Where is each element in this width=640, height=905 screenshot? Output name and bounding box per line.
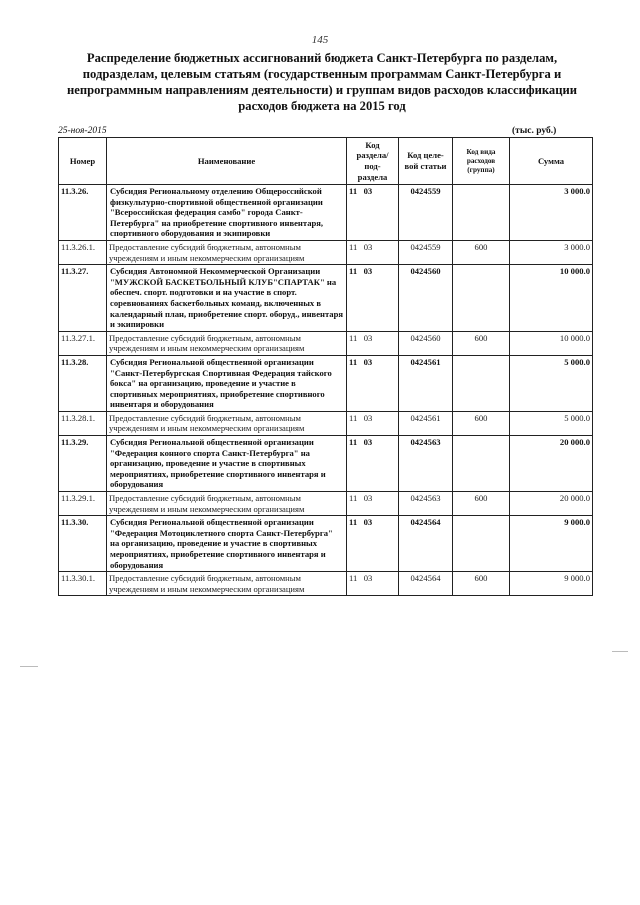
row-section-code: 11 03 bbox=[347, 492, 399, 516]
row-target-code: 0424564 bbox=[399, 516, 453, 572]
header-target: Код целе- вой статьи bbox=[399, 138, 453, 185]
row-sum: 3 000.0 bbox=[510, 185, 593, 241]
row-group-code: 600 bbox=[453, 240, 510, 264]
table-header-row bbox=[59, 138, 593, 185]
scan-mark bbox=[20, 666, 38, 667]
row-name: Предоставление субсидий бюджетным, автономным учреждениям и иным некоммерческим организациям bbox=[107, 331, 347, 355]
row-name: Предоставление субсидий бюджетным, автономным учреждениям и иным некоммерческим организациям bbox=[107, 411, 347, 435]
row-sum: 10 000.0 bbox=[510, 331, 593, 355]
row-group-code: 600 bbox=[453, 331, 510, 355]
row-sum: 9 000.0 bbox=[510, 516, 593, 572]
row-sum: 3 000.0 bbox=[510, 240, 593, 264]
row-group-code: 600 bbox=[453, 411, 510, 435]
row-sum: 9 000.0 bbox=[510, 572, 593, 596]
row-name: Предоставление субсидий бюджетным, автономным учреждениям и иным некоммерческим организациям bbox=[107, 572, 347, 596]
row-name: Предоставление субсидий бюджетным, автономным учреждениям и иным некоммерческим организациям bbox=[107, 240, 347, 264]
table-row bbox=[59, 436, 593, 492]
row-number: 11.3.27.1. bbox=[59, 331, 107, 355]
row-group-code bbox=[453, 436, 510, 492]
row-section-code: 11 03 bbox=[347, 436, 399, 492]
row-target-code: 0424559 bbox=[399, 185, 453, 241]
row-number: 11.3.27. bbox=[59, 265, 107, 332]
row-section-code: 11 03 bbox=[347, 355, 399, 411]
document-title: Распределение бюджетных ассигнований бюджета Санкт-Петербурга по разделам, подразделам, целевым статьям (государственным программам Санкт-Петербурга и непрограммным направлениям деятельности) и группам видов расходов классификации расходов бюджета на 2015 год bbox=[67, 51, 577, 113]
header-group: Код вида расходов (группа) bbox=[453, 138, 510, 185]
table-row bbox=[59, 516, 593, 572]
row-target-code: 0424563 bbox=[399, 436, 453, 492]
header-name: Наименование bbox=[107, 138, 347, 185]
row-sum: 20 000.0 bbox=[510, 436, 593, 492]
row-name: Субсидия Региональной общественной организации "Федерация конного спорта Санкт-Петербурга" на организацию, проведение и участие в спортивных мероприятиях, приобретение спортивного инвентаря и оборудования bbox=[107, 436, 347, 492]
row-group-code bbox=[453, 265, 510, 332]
row-name: Предоставление субсидий бюджетным, автономным учреждениям и иным некоммерческим организациям bbox=[107, 492, 347, 516]
row-section-code: 11 03 bbox=[347, 411, 399, 435]
table-row bbox=[59, 240, 593, 264]
header-section: Код раздела/ под- раздела bbox=[347, 138, 399, 185]
row-number: 11.3.29.1. bbox=[59, 492, 107, 516]
units-label: (тыс. руб.) bbox=[512, 126, 557, 136]
table-row bbox=[59, 355, 593, 411]
row-name: Субсидия Региональной общественной организации "Федерация Мотоциклетного спорта Санкт-Петербурга" на организацию, проведение и участие в спортивных мероприятиях, приобретение спортивного инвентаря и оборудования bbox=[107, 516, 347, 572]
row-target-code: 0424559 bbox=[399, 240, 453, 264]
table-row bbox=[59, 572, 593, 596]
row-section-code: 11 03 bbox=[347, 185, 399, 241]
header-sum: Сумма bbox=[510, 138, 593, 185]
table-row bbox=[59, 265, 593, 332]
row-section-code: 11 03 bbox=[347, 572, 399, 596]
row-section-code: 11 03 bbox=[347, 265, 399, 332]
row-sum: 5 000.0 bbox=[510, 411, 593, 435]
row-name: Субсидия Региональному отделению Общероссийской физкультурно-спортивной общественной организации "Всероссийская федерация самбо" города Санкт-Петербурга" на приобретение спортивного инвентаря, спортивного оборудования и экипировки bbox=[107, 185, 347, 241]
row-group-code bbox=[453, 355, 510, 411]
table-row bbox=[59, 185, 593, 241]
row-number: 11.3.30. bbox=[59, 516, 107, 572]
row-number: 11.3.26.1. bbox=[59, 240, 107, 264]
row-sum: 20 000.0 bbox=[510, 492, 593, 516]
row-group-code: 600 bbox=[453, 492, 510, 516]
document-date: 25-ноя-2015 bbox=[58, 126, 107, 136]
row-number: 11.3.28. bbox=[59, 355, 107, 411]
row-sum: 10 000.0 bbox=[510, 265, 593, 332]
page-number: 145 bbox=[311, 34, 329, 46]
budget-table bbox=[58, 137, 593, 596]
row-number: 11.3.30.1. bbox=[59, 572, 107, 596]
row-group-code: 600 bbox=[453, 572, 510, 596]
row-group-code bbox=[453, 516, 510, 572]
row-number: 11.3.28.1. bbox=[59, 411, 107, 435]
scan-mark bbox=[612, 651, 628, 652]
row-number: 11.3.26. bbox=[59, 185, 107, 241]
row-number: 11.3.29. bbox=[59, 436, 107, 492]
row-sum: 5 000.0 bbox=[510, 355, 593, 411]
row-group-code bbox=[453, 185, 510, 241]
row-target-code: 0424561 bbox=[399, 355, 453, 411]
table-row bbox=[59, 331, 593, 355]
row-target-code: 0424560 bbox=[399, 331, 453, 355]
row-section-code: 11 03 bbox=[347, 516, 399, 572]
row-name: Субсидия Автономной Некоммерческой Организации "МУЖСКОЙ БАСКЕТБОЛЬНЫЙ КЛУБ"СПАРТАК" на обеспеч. спорт. подготовки и на участие в спорт. соревнованиях баскетбольных команд, включенных в календарный план, приобретение спорт. оборуд., инвентаря и экипировки bbox=[107, 265, 347, 332]
row-target-code: 0424560 bbox=[399, 265, 453, 332]
row-section-code: 11 03 bbox=[347, 331, 399, 355]
row-target-code: 0424563 bbox=[399, 492, 453, 516]
row-name: Субсидия Региональной общественной организации "Санкт-Петербургская Спортивная Федерация тайского бокса" на организацию, проведение и участие в спортивных мероприятиях, приобретение спортивного инвентаря и оборудования bbox=[107, 355, 347, 411]
row-section-code: 11 03 bbox=[347, 240, 399, 264]
header-number: Номер bbox=[59, 138, 107, 185]
table-row bbox=[59, 411, 593, 435]
row-target-code: 0424561 bbox=[399, 411, 453, 435]
table-row bbox=[59, 492, 593, 516]
row-target-code: 0424564 bbox=[399, 572, 453, 596]
